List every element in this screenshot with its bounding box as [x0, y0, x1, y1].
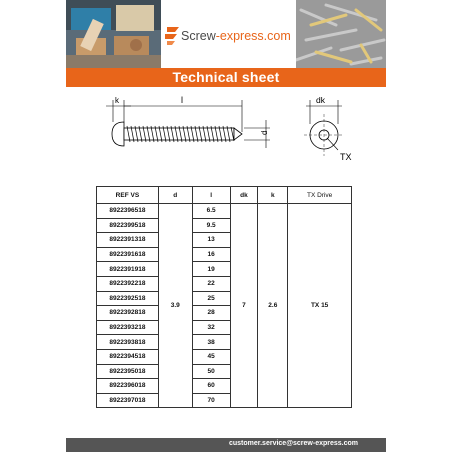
footer-bar	[66, 438, 386, 452]
cell-ref: 8922394518	[97, 349, 159, 364]
cell-length: 9.5	[192, 218, 230, 233]
cell-ref: 8922399518	[97, 218, 159, 233]
cell-drive: TX 15	[288, 204, 352, 408]
screw-technical-drawing	[66, 88, 386, 180]
cell-dk: 7	[230, 204, 258, 408]
cell-length: 32	[192, 320, 230, 335]
cell-ref: 8922396518	[97, 204, 159, 219]
col-header-d: d	[158, 187, 192, 204]
cell-ref: 8922391618	[97, 247, 159, 262]
label-l: l	[181, 95, 183, 105]
cell-ref: 8922391918	[97, 262, 159, 277]
title-bar	[66, 68, 386, 87]
footer-email-link[interactable]: customer.service@screw-express.com	[228, 440, 358, 447]
cell-length: 38	[192, 335, 230, 350]
cell-ref: 8922393218	[97, 320, 159, 335]
header-photo-screws	[296, 0, 386, 68]
cell-ref: 8922397018	[97, 393, 159, 408]
cell-ref: 8922391318	[97, 233, 159, 248]
cell-ref: 8922396018	[97, 379, 159, 394]
cell-ref: 8922393818	[97, 335, 159, 350]
col-header-ref: REF VS	[97, 187, 159, 204]
page-title: Technical sheet	[172, 69, 280, 85]
cell-ref: 8922392818	[97, 306, 159, 321]
cell-length: 28	[192, 306, 230, 321]
cell-ref: 8922395018	[97, 364, 159, 379]
cell-length: 45	[192, 349, 230, 364]
cell-length: 16	[192, 247, 230, 262]
label-k: k	[115, 96, 119, 105]
brand-logo-icon	[163, 24, 181, 46]
label-d: d	[260, 130, 269, 135]
table-header-row	[97, 187, 352, 204]
col-header-l: l	[192, 187, 230, 204]
cell-k: 2.6	[258, 204, 288, 408]
label-dk: dk	[316, 95, 325, 105]
cell-ref: 8922392518	[97, 291, 159, 306]
cell-length: 60	[192, 379, 230, 394]
cell-length: 19	[192, 262, 230, 277]
screw-tip	[234, 128, 242, 140]
header-photo-workshop	[66, 0, 161, 68]
cell-d: 3.9	[158, 204, 192, 408]
cell-length: 70	[192, 393, 230, 408]
cell-length: 50	[192, 364, 230, 379]
cell-length: 6.5	[192, 204, 230, 219]
cell-length: 25	[192, 291, 230, 306]
spec-table	[96, 186, 352, 408]
col-header-k: k	[258, 187, 288, 204]
screw-head	[112, 122, 124, 146]
brand-name: Screw-express.com	[181, 29, 291, 43]
table-row	[97, 204, 352, 219]
cell-length: 13	[192, 233, 230, 248]
brand-logo[interactable]	[163, 16, 293, 56]
col-header-dk: dk	[230, 187, 258, 204]
label-tx: TX	[340, 152, 352, 162]
cell-ref: 8922392218	[97, 276, 159, 291]
cell-length: 22	[192, 276, 230, 291]
col-header-drive: TX Drive	[288, 187, 352, 204]
